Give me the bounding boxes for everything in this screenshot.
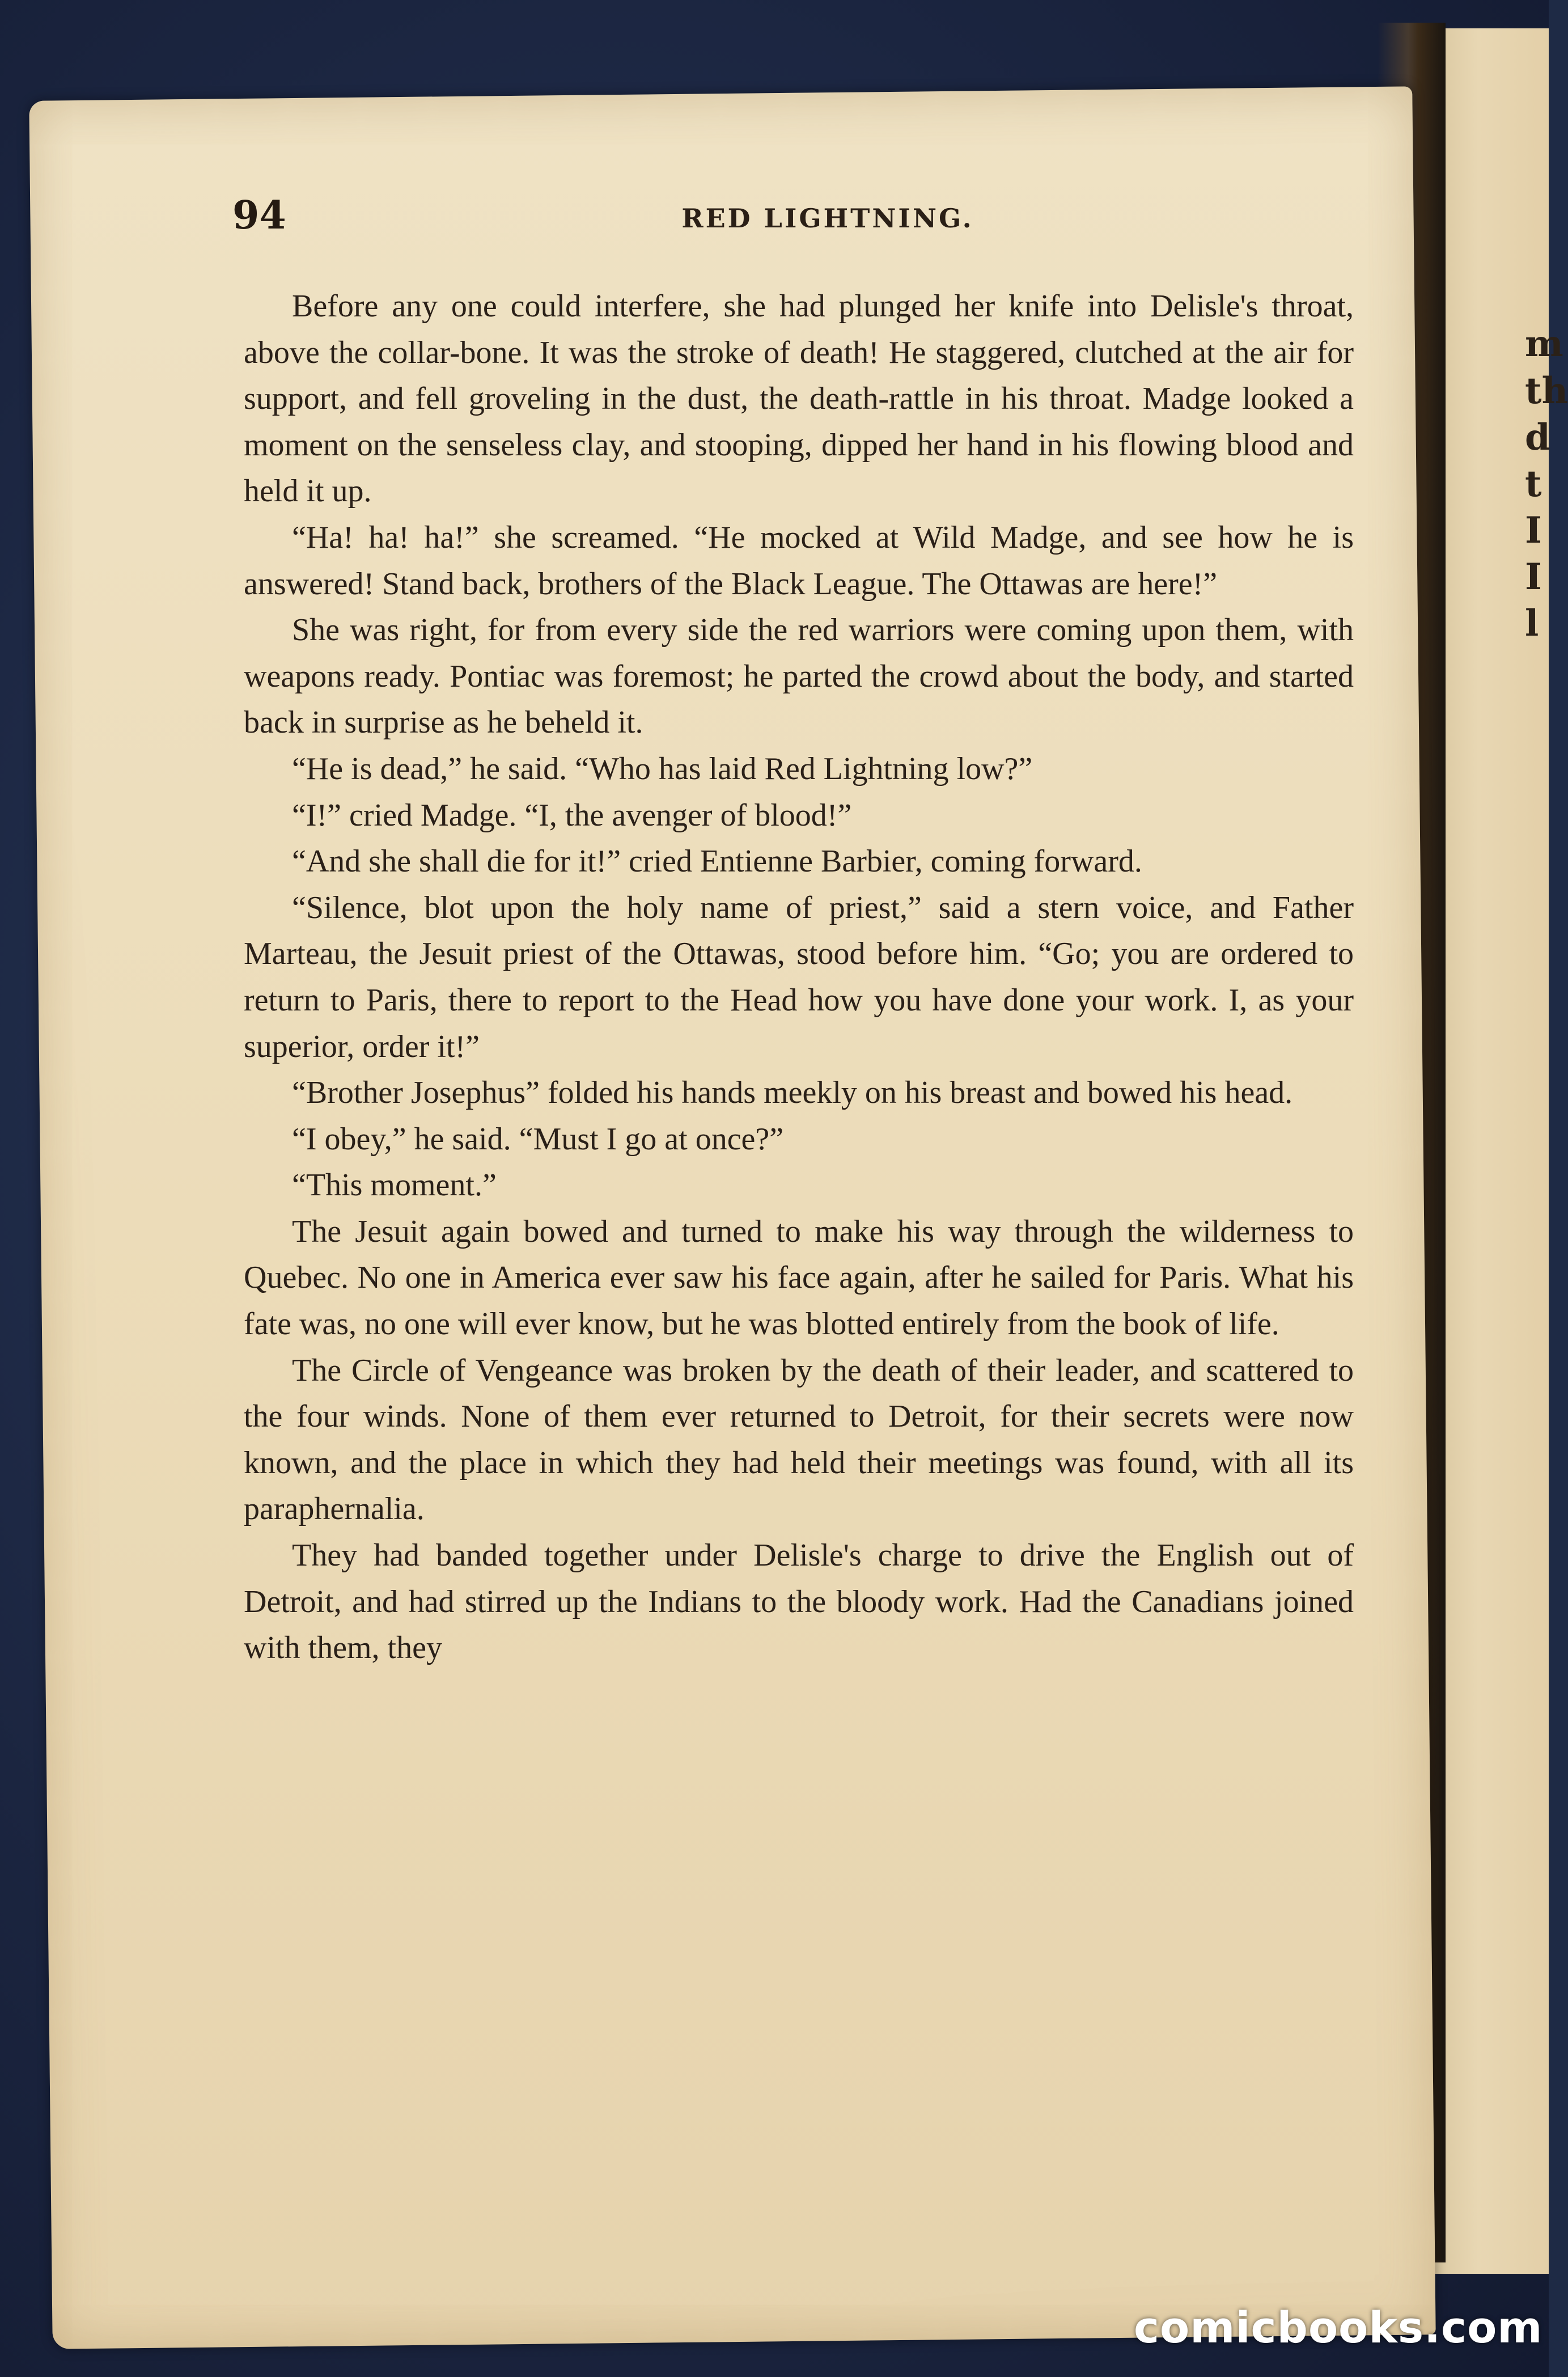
body-text: [244, 284, 1354, 1672]
facing-page-fragment: m: [1525, 323, 1563, 365]
paragraph: “Brother Josephus” folded his hands meekly on his breast and bowed his head.: [292, 1075, 1293, 1111]
facing-page-fragment: t: [1525, 463, 1542, 505]
facing-page-fragment: I: [1525, 509, 1542, 552]
facing-page-fragment: l: [1525, 602, 1539, 645]
paragraph: Before any one could interfere, she had plunged her knife into Delisle's throat, above the collar-bone. It was the stroke of death! He staggered, clutched at the air for support, and fell groveling in the dust, the death-rattle in his throat. Madge looked a moment on the senseless clay, and stooping, dipped her hand in his flowing blood and held it up.: [244, 289, 1354, 509]
paragraph: “He is dead,” he said. “Who has laid Red Lightning low?”: [292, 751, 1033, 786]
page-header: [232, 193, 1344, 255]
paragraph: “Silence, blot upon the holy name of priest,” said a stern voice, and Father Marteau, the Jesuit priest of the Ottawas, stood before him. “Go; you are ordered to return to Paris, there to report to the Head how you have done your work. I, as your superior, order it!”: [244, 890, 1354, 1064]
watermark: comicbooks.com: [1134, 2302, 1543, 2353]
paragraph: “I!” cried Madge. “I, the avenger of blood!”: [292, 797, 852, 833]
paragraph: “I obey,” he said. “Must I go at once?”: [292, 1121, 784, 1157]
paragraph: The Circle of Vengeance was broken by the death of their leader, and scattered to the four winds. None of them ever returned to Detroit, for their secrets were now known, and the place in which they had held their meetings was found, with all its paraphernalia.: [244, 1352, 1354, 1527]
running-title: RED LIGHTNING.: [681, 203, 974, 234]
facing-page-fragment: th: [1525, 370, 1568, 412]
facing-page-edge: [1431, 28, 1568, 2274]
paragraph: “Ha! ha! ha!” she screamed. “He mocked at Wild Madge, and see how he is answered! Stand back, brothers of the Black League. The Ottawas are here!”: [244, 519, 1354, 602]
paragraph: They had banded together under Delisle's charge to drive the English out of Detroit, and had stirred up the Indians to the bloody work. Had the Canadians joined with them, they: [244, 1538, 1354, 1666]
paragraph: The Jesuit again bowed and turned to make his way through the wilderness to Quebec. No one in America ever saw his face again, after he sailed for Paris. What his fate was, no one will ever know, but he was blotted entirely from the book of life.: [244, 1213, 1354, 1342]
page-number: 94: [232, 193, 286, 238]
paragraph: “This moment.”: [292, 1168, 497, 1203]
facing-page-fragment: I: [1525, 556, 1542, 598]
paragraph: She was right, for from every side the red warriors were coming upon them, with weapons ready. Pontiac was foremost; he parted the crowd about the body, and started back in surprise as he beheld it.: [244, 612, 1354, 741]
paragraph: “And she shall die for it!” cried Entienne Barbier, coming forward.: [292, 844, 1142, 879]
facing-page-fragment: d: [1525, 416, 1550, 459]
